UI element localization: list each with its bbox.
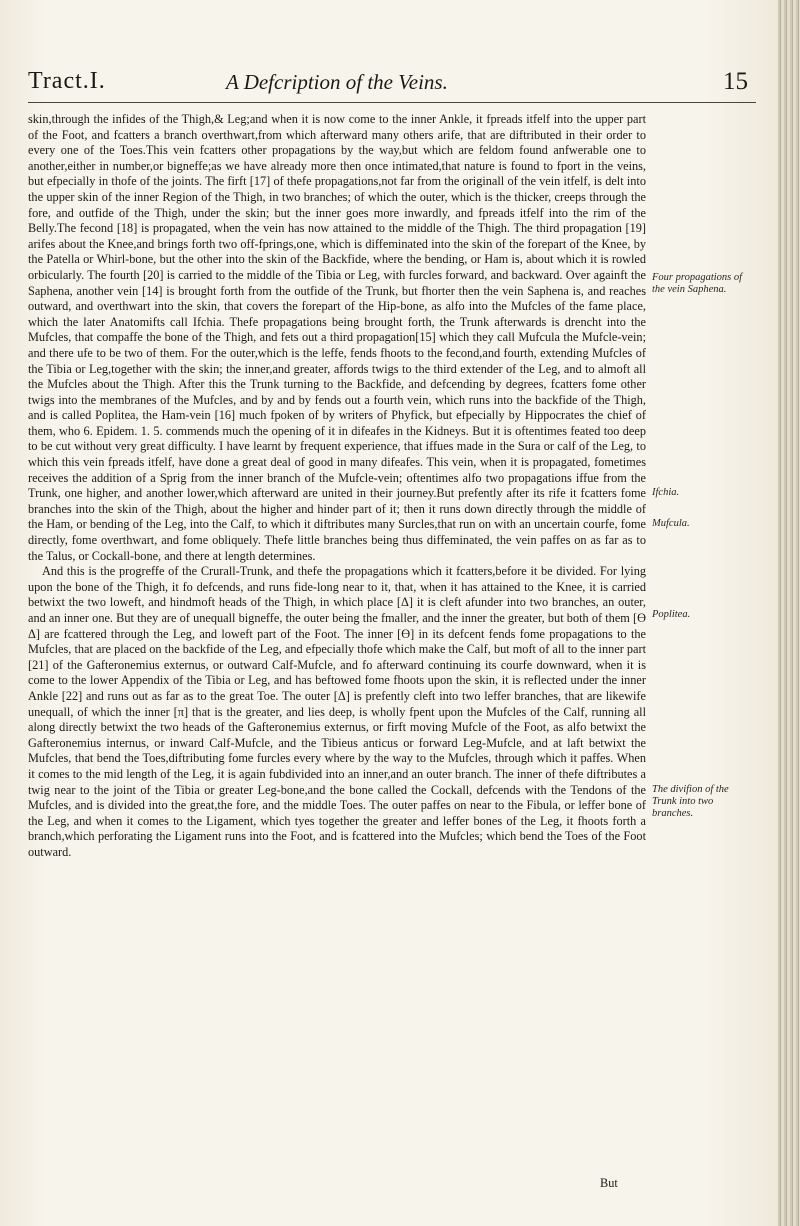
page-number: 15 (723, 68, 748, 95)
margin-note-poplitea: Poplitea. (652, 609, 691, 620)
margin-note-muscula: Mufcula. (652, 518, 690, 529)
margin-note-ischia: Ifchia. (652, 487, 680, 498)
catchword: But (600, 1176, 618, 1190)
margin-note-four-propagations: Four propagations of the vein Saphena. (652, 272, 743, 295)
running-title: A Defcription of the Veins. (226, 70, 448, 94)
page-binding-edge (778, 0, 800, 1226)
paragraph-1: skin,through the infides of the Thigh,& Leg;and when it is now come to the inner Ankle, it fpreads itfelf into the upper part of the Foot, and fcatters a branch overthwart,from which afterward many others arife, that are diftributed in their order to every one of the Toes.This vein fcatters other propagations by the way,but which are feldom found anfwerable one to another,either in number,or bigneffe;as we have already more then once intimated,that nature is found to fport in the veins, but efpecially in thofe of the joints. The firft [17] of thefe propagations,not far from the originall of the vein itfelf, is delt into the upper skin of the inner Region of the Thigh, in two branches; of which the outer, which is the thicker, creeps through the fore, and outfide of the Thigh, under the skin; but the inner goes more inwardly, and fpreads itfelf into the rim of the Belly.The fecond [18] is propagated, when the vein has now attained to the middle of the Thigh. The third propagation [19] arifes about the Knee,and brings forth two off-fprings,one, which is diffeminated into the skin of the forepart of the Knee, by the Patella or Whirl-bone, but the other into the skin of the Backfide, where the bending, or Ham is, about which it is rowled orbicularly. The fourth [20] is carried to the middle of the Tibia or Leg, with furcles forward, and backward. Over againft the Saphena, another vein [14] is brought forth from the outfide of the Trunk, but fhorter then the vein Saphena is, and reaches outward, and overthwart into the skin, that covers the forepart of the Hip-bone, as alfo into the Mufcles of the fame place, which the later Anatomifts call Ifchia. Thefe propagations being brought forth, the Trunk afterwards is drencht into the Mufcles, that compaffe the bone of the Thigh, and fets out a third propagation[15] which they call Mufcula the Mufcle-vein; and there ufe to be two of them. For the outer,which is the leffe, fends fhoots to the fecond,and fourth, extending Mufcles of the Tibia or Leg,together with the skin; the inner,and greater, affords twigs to the third extender of the Leg, and to almoft all the Mufcles about the Thigh. After this the Trunk turning to the Backfide, and defcending by degrees, fcatters fome other twigs into the membranes of the Mufcles, and by and by fends out a fourth vein, which runs into the backfide of the Thigh, and is called Poplitea, the Ham-vein [16] much fpoken of by writers of Phyfick, but efpecially by Hippocrates the chief of them, who 6. Epidem. 1. 5. commends much the opening of it in difeafes in the Kidneys. But it is oftentimes feated too deep to be cut without very great difficulty. I have learnt by frequent experience, that iffues made in the Sura or calf of the Leg, to which this vein fpreads itfelf, have done a great deal of good in many difeafes. This vein, when it is propagated, fometimes receives the addition of a Sprig from the inner branch of the Mufcle-vein; oftentimes alfo two propagations iffue from the Trunk, one higher, and another lower,which afterward are united in their journey.But prefently after its rife it fcatters fome branches into the skin of the Thigh, about the higher and hinder part of it; then it runs down directly through the middle of the Ham, or bending of the Leg, into the Calf, to which it diftributes many Surcles,that run on with an uncertain courfe, fome directly, fome overthwart, and fome obliquely. Thefe little branches being thus diffeminated, the vein paffes on as far as to the Talus, or Cockall-bone, and there at length determines. (28, 112, 646, 563)
running-head (28, 62, 756, 103)
paragraph-2: And this is the progreffe of the Crurall-Trunk, and thefe the propagations which it fcatters,before it be divided. For lying upon the bone of the Thigh, it fo defcends, and runs fide-long near to it, that, when it has attained to the Knee, it is carried betwixt the two loweft, and hindmoft heads of the Thigh, in which place [Δ] it is cleft afunder into two branches, an outer, and an inner one. But they are of unequall bigneffe, the outer being the fmaller, and the inner the greater, but both of them [ϴ Δ] are fcattered through the Leg, and loweft part of the Foot. The inner [ϴ] in its defcent fends fome propagations to the Mufcles, that are placed on the backfide of the Leg, and efpecially thofe which make the Calf, but moft of all to the inner part [21] of the Gafteronemius externus, or outward Calf-Mufcle, and fo afterward continuing its courfe downward, when it is come to the lower Appendix of the Tibia or Leg, and has beftowed fome fhoots upon the skin, it is reflected under the inner Ankle [22] and runs out as far as to the great Toe. The outer [Δ] is prefently cleft into two leffer branches, that are likewife unequall, of which the inner [π] that is the greater, and lies deep, is wholly fpent upon the Mufcles of the Calf, running all along directly betwixt the two heads of the Gafteronemius externus, or firft moving Mufcle of the Foot, as alfo betwixt the Gafteronemius internus, or inward Calf-Mufcle, and the Tibieus anticus or forward Leg-Mufcle, and at laft betwixt the Mufcles, that bend the Toes,diftributing fome furcles every where by the way to the Mufcles, through which it paffes. When it comes to the mid length of the Leg, it is again fubdivided into an inner,and an outer branch. The inner of thefe diftributes a twig near to the joint of the Tibia or greater Leg-bone,and the bone called the Cockall, defcends with the Tendons of the Mufcles, and is divided into the great,the fore, and the middle Toes. The outer paffes on near to the Fibula, or leffer bone of the Leg, and when it comes to the Ligament, which tyes together the greater and leffer bones of the Leg, it fhoots forth a branch,which perforating the Ligament runs into the Foot, and is fcattered into the Mufcles; which bend the Toes of the Foot outward. (28, 564, 646, 859)
tract-label: Tract.I. (28, 68, 106, 94)
body-text (28, 112, 646, 861)
margin-note-division-of-trunk: The divifion of the Trunk into two branches. (652, 784, 729, 819)
